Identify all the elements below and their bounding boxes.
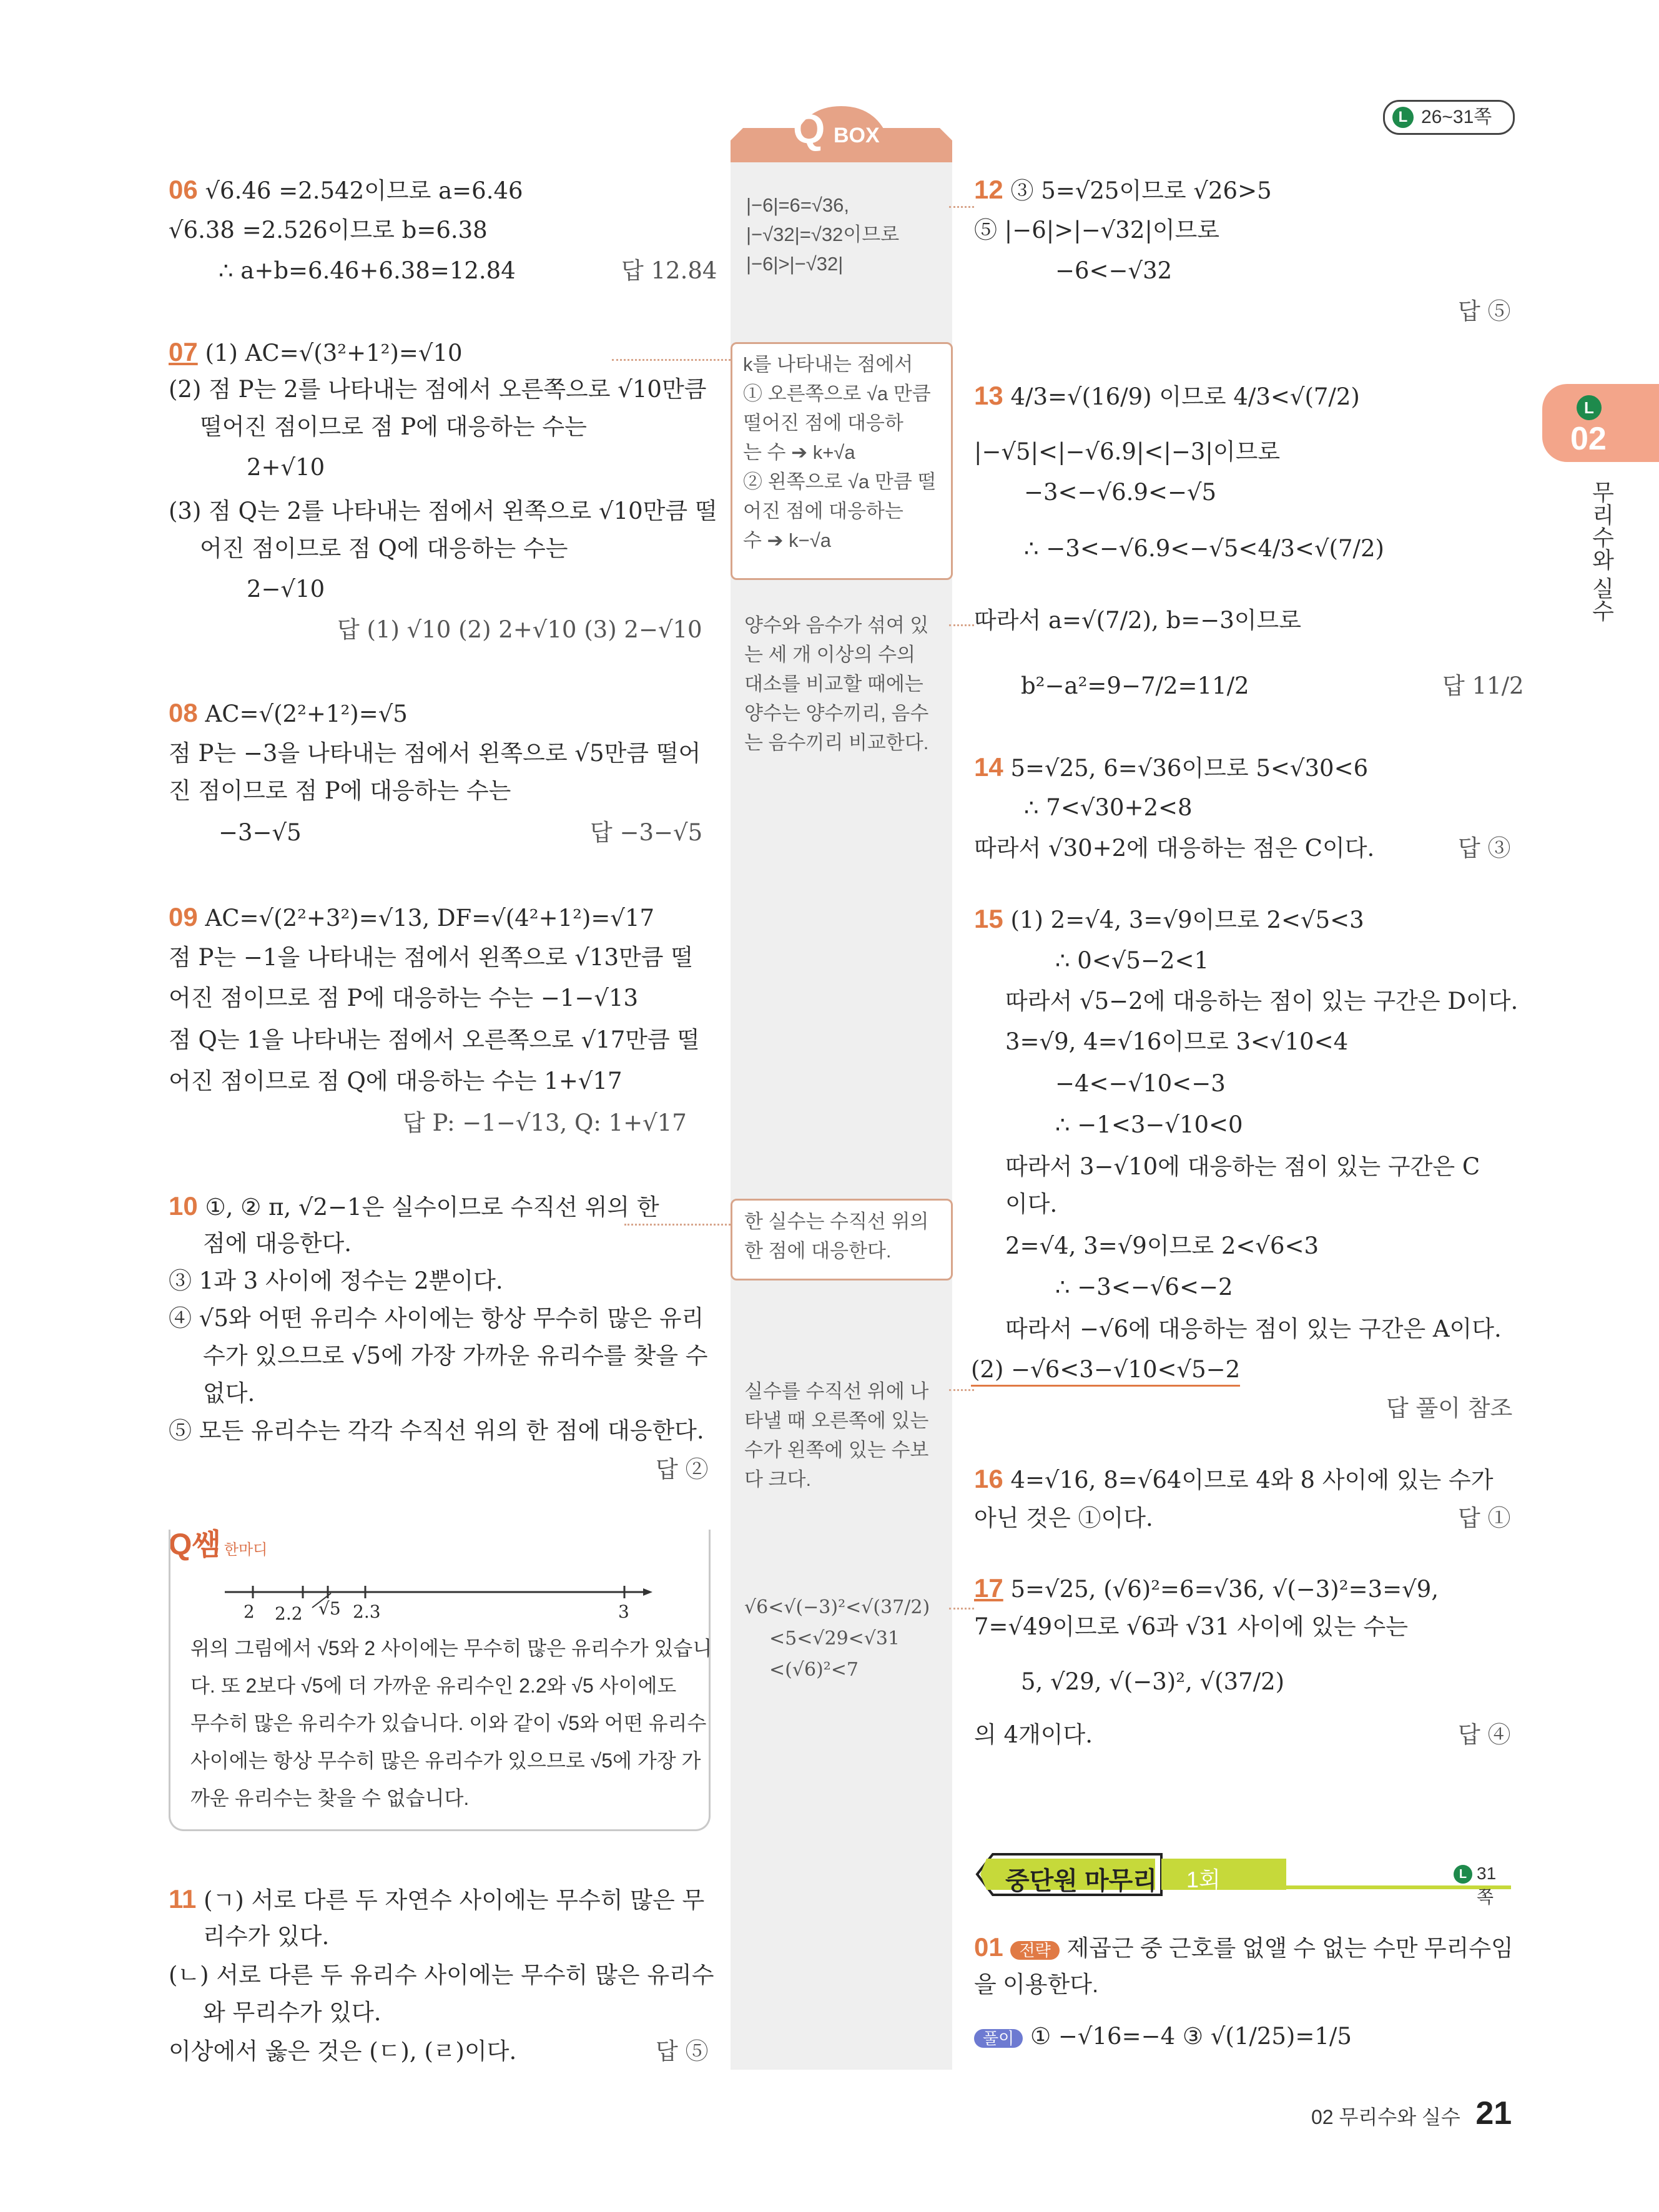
section-round: 1회 [1186, 1867, 1221, 1892]
solution-line: 따라서 √30+2에 대응하는 점은 C이다. [974, 835, 1375, 862]
qsaem-line: 까운 유리수는 찾을 수 없습니다. [190, 1787, 470, 1809]
solution-line: 떨어진 점이므로 점 P에 대응하는 수는 [200, 413, 587, 440]
solution-line: 5=√25, 6=√36이므로 5<√30<6 [1010, 755, 1369, 782]
problem-number: 01 [974, 1932, 1003, 1962]
qbox-note-5: 실수를 수직선 위에 나 타낼 때 오른쪽에 있는 수가 왼쪽에 있는 수보 다 크다. [744, 1380, 929, 1490]
problem-number: 07 [169, 337, 198, 366]
qbox-note-2-text: k를 나타내는 점에서 ① 오른쪽으로 √a 만큼 떨어진 점에 대응하 는 수 ➔ k+√a ② 왼쪽으로 √a 만큼 떨 어진 점에 대응하는 수 ➔ k−√a [743, 353, 937, 551]
solution-line: b²−a²=9−7/2=11/2 [1021, 672, 1249, 699]
solution-line: ①, ② π, √2−1은 실수이므로 수직선 위의 한 [205, 1194, 659, 1221]
solution-line: ⑤ |−6|>|−√32|이므로 [974, 217, 1220, 243]
answer: 답 ② [656, 1456, 709, 1483]
qbox-subtitle: BOX [834, 124, 880, 147]
answer: 답 −3−√5 [590, 819, 703, 846]
solution-line: ① −√16=−4 ③ √(1/25)=1/5 [1030, 2023, 1352, 2050]
tick-label: 2.3 [353, 1601, 381, 1622]
problem-number: 14 [974, 752, 1003, 782]
solution-line: 따라서 −√6에 대응하는 점이 있는 구간은 A이다. [1005, 1315, 1502, 1342]
tick-label: 2.2 [275, 1603, 303, 1624]
connector [949, 1608, 974, 1610]
tick-label: 3 [618, 1601, 629, 1622]
qbox-note-6: √6<√(−3)²<√(37/2) <5<√29<√31 <(√6)²<7 [744, 1596, 930, 1681]
solution-line: 4/3=√(16/9) 이므로 4/3<√(7/2) [1010, 383, 1360, 410]
solution-line: AC=√(2²+1²)=√5 [205, 700, 408, 727]
qsaem-subtitle: 한마디 [224, 1541, 268, 1558]
solution-line: 4=√16, 8=√64이므로 4와 8 사이에 있는 수가 [1010, 1467, 1494, 1493]
qsaem-line: 위의 그림에서 √5와 2 사이에는 무수히 많은 유리수가 있습니 [190, 1637, 712, 1659]
solution-line: −6<−√32 [1055, 257, 1173, 284]
connector [949, 624, 974, 626]
solution-line: ∴ 0<√5−2<1 [1055, 947, 1209, 974]
solution-line: 2=√4, 3=√9이므로 2<√6<3 [1005, 1232, 1319, 1259]
problem-number: 17 [974, 1573, 1003, 1603]
footer-chapter: 02 무리수와 실수 [1311, 2106, 1460, 2128]
solution-line: √6.38 =2.526이므로 b=6.38 [169, 217, 488, 243]
lesson-icon: L [1454, 1865, 1472, 1884]
solution-line: −3−√5 [219, 819, 302, 846]
solution-line: 리수가 있다. [203, 1923, 330, 1950]
tick-label: 2 [244, 1601, 255, 1622]
strategy-text: 을 이용한다. [974, 1972, 1099, 1997]
connector [949, 206, 974, 208]
solution-line: 어진 점이므로 점 Q에 대응하는 수는 [200, 535, 568, 562]
solution-line: (2) −√6<3−√10<√5−2 [971, 1355, 1240, 1387]
chapter-label: 무리수와 실수 [1589, 481, 1615, 622]
qbox-title: Q [793, 106, 825, 152]
problem-number: 06 [169, 175, 198, 204]
solution-line: |−√5|<|−√6.9|<|−3|이므로 [974, 438, 1281, 465]
strategy-tag: 전략 [1010, 1941, 1059, 1960]
solution-line: 의 4개이다. [974, 1721, 1093, 1748]
qsaem-line: 사이에는 항상 무수히 많은 유리수가 있으므로 √5에 가장 가 [190, 1749, 701, 1772]
solution-line: 어진 점이므로 점 P에 대응하는 수는 −1−√13 [169, 985, 639, 1011]
chapter-number: 02 [1570, 421, 1607, 457]
page-ref-text: 26~31쪽 [1421, 107, 1492, 127]
problem-number: 08 [169, 698, 198, 727]
solution-line: ∴ −3<−√6.9<−√5<4/3<√(7/2) [1024, 535, 1384, 562]
solution-line: 수가 있으므로 √5에 가장 가까운 유리수를 찾을 수 [203, 1342, 708, 1369]
solution-line: 이다. [1005, 1191, 1058, 1217]
solution-line: √6.46 =2.542이므로 a=6.46 [205, 177, 523, 204]
solution-line: 따라서 3−√10에 대응하는 점이 있는 구간은 C [1005, 1153, 1480, 1180]
answer: 답 ④ [1458, 1721, 1511, 1748]
solution-line: 2−√10 [247, 576, 325, 602]
qsaem-title: Q쌤 [169, 1528, 221, 1561]
solution-line: 점에 대응한다. [203, 1230, 352, 1257]
answer: 답 ⑤ [1458, 298, 1511, 325]
solution-line: 점 P는 −1을 나타내는 점에서 왼쪽으로 √13만큼 떨 [169, 944, 694, 971]
page-footer [1311, 2095, 1512, 2132]
solution-line: 와 무리수가 있다. [203, 1999, 382, 2026]
answer: 답 ⑤ [656, 2038, 709, 2065]
solution-line: ⑤ 모든 유리수는 각각 수직선 위의 한 점에 대응한다. [169, 1417, 704, 1444]
answer: 답 풀이 참조 [1386, 1395, 1513, 1422]
solution-line: 7=√49이므로 √6과 √31 사이에 있는 수는 [974, 1613, 1408, 1640]
solution-line: ∴ 7<√30+2<8 [1024, 794, 1193, 821]
solution-line: ∴ a+b=6.46+6.38=12.84 [219, 257, 516, 284]
page-number: 21 [1475, 2095, 1512, 2131]
solution-line: ∴ −1<3−√10<0 [1055, 1111, 1243, 1138]
solution-line: 따라서 √5−2에 대응하는 점이 있는 구간은 D이다. [1005, 988, 1519, 1015]
solution-line: −4<−√10<−3 [1055, 1070, 1226, 1097]
lesson-icon: L [1577, 395, 1602, 420]
connector [624, 1224, 731, 1226]
qbox-note-1: |−6|=6=√36, |−√32|=√32이므로 |−6|>|−√32| [746, 194, 900, 275]
qsaem-line: 다. 또 2보다 √5에 더 가까운 유리수인 2.2와 √5 사이에도 [190, 1674, 677, 1697]
strategy-text: 제곱근 중 근호를 없앨 수 없는 수만 무리수임 [1066, 1935, 1514, 1961]
solution-line: (3) 점 Q는 2를 나타내는 점에서 왼쪽으로 √10만큼 떨 [169, 498, 717, 524]
solution-line: 2+√10 [247, 454, 325, 481]
section-title: 중단원 마무리 [1005, 1867, 1157, 1895]
solution-line: 5=√25, (√6)²=6=√36, √(−3)²=3=√9, [1010, 1576, 1439, 1603]
problem-number: 15 [974, 904, 1003, 933]
solution-line: −3<−√6.9<−√5 [1024, 479, 1217, 506]
solution-line: ③ 5=√25이므로 √26>5 [1010, 177, 1272, 204]
section-header [974, 1851, 1511, 1907]
solution-line: (ㄱ) 서로 다른 두 자연수 사이에는 무수히 많은 무 [204, 1887, 705, 1914]
answer: 답 11/2 [1442, 672, 1524, 699]
qbox-note-3: 양수와 음수가 섞여 있 는 세 개 이상의 수의 대소를 비교할 때에는 양수는 양수끼리, 음수 는 음수끼리 비교한다. [744, 614, 929, 754]
problem-number: 12 [974, 175, 1003, 204]
chapter-tab [1542, 384, 1659, 462]
section-ref: 31쪽 [1477, 1864, 1497, 1907]
connector [949, 1389, 974, 1391]
solution-line: 3=√9, 4=√16이므로 3<√10<4 [1005, 1028, 1349, 1055]
solution-line: 5, √29, √(−3)², √(37/2) [1021, 1668, 1285, 1695]
answer: 답 ① [1458, 1505, 1511, 1531]
problem-number: 16 [974, 1464, 1003, 1493]
problem-number: 11 [169, 1884, 197, 1914]
answer: 답 12.84 [621, 257, 717, 284]
solution-line: 점 Q는 1을 나타내는 점에서 오른쪽으로 √17만큼 떨 [169, 1026, 700, 1053]
answer: 답 ③ [1458, 835, 1511, 862]
solution-line: ∴ −3<−√6<−2 [1055, 1274, 1233, 1300]
solution-line: 진 점이므로 점 P에 대응하는 수는 [169, 777, 511, 804]
lesson-icon: L [1392, 107, 1414, 128]
solution-line: ③ 1과 3 사이에 정수는 2뿐이다. [169, 1267, 503, 1294]
solution-line: 없다. [203, 1380, 255, 1407]
problem-number: 10 [169, 1191, 198, 1221]
page-ref-badge [1383, 100, 1515, 135]
solution-line: 이상에서 옳은 것은 (ㄷ), (ㄹ)이다. [169, 2038, 517, 2065]
problem-number: 09 [169, 902, 198, 931]
connector [612, 359, 731, 361]
solution-line: 어진 점이므로 점 Q에 대응하는 수는 1+√17 [169, 1068, 623, 1094]
qbox-header [731, 106, 952, 162]
qsaem-line: 무수히 많은 유리수가 있습니다. 이와 같이 √5와 어떤 유리수 [190, 1712, 707, 1734]
solution-line: 아닌 것은 ①이다. [974, 1505, 1153, 1531]
solution-line: 따라서 a=√(7/2), b=−3이므로 [974, 607, 1302, 634]
solution-line: (2) 점 P는 2를 나타내는 점에서 오른쪽으로 √10만큼 [169, 376, 707, 403]
solution-line: AC=√(2²+3²)=√13, DF=√(4²+1²)=√17 [205, 905, 655, 931]
solution-line: ④ √5와 어떤 유리수 사이에는 항상 무수히 많은 유리 [169, 1305, 704, 1332]
problem-number: 13 [974, 381, 1003, 410]
solution-tag: 풀이 [974, 2029, 1023, 2048]
solution-line: (1) 2=√4, 3=√9이므로 2<√5<3 [1010, 907, 1364, 933]
qbox-note-4-text: 한 실수는 수직선 위의 한 점에 대응한다. [744, 1211, 929, 1262]
tick-label: √5 [318, 1598, 341, 1619]
answer: 답 (1) √10 (2) 2+√10 (3) 2−√10 [337, 616, 702, 643]
solution-line: (ㄴ) 서로 다른 두 유리수 사이에는 무수히 많은 유리수 [169, 1962, 714, 1988]
solution-line: 점 P는 −3을 나타내는 점에서 왼쪽으로 √5만큼 떨어 [169, 740, 701, 767]
answer: 답 P: −1−√13, Q: 1+√17 [403, 1109, 687, 1136]
solution-line: (1) AC=√(3²+1²)=√10 [205, 340, 463, 366]
